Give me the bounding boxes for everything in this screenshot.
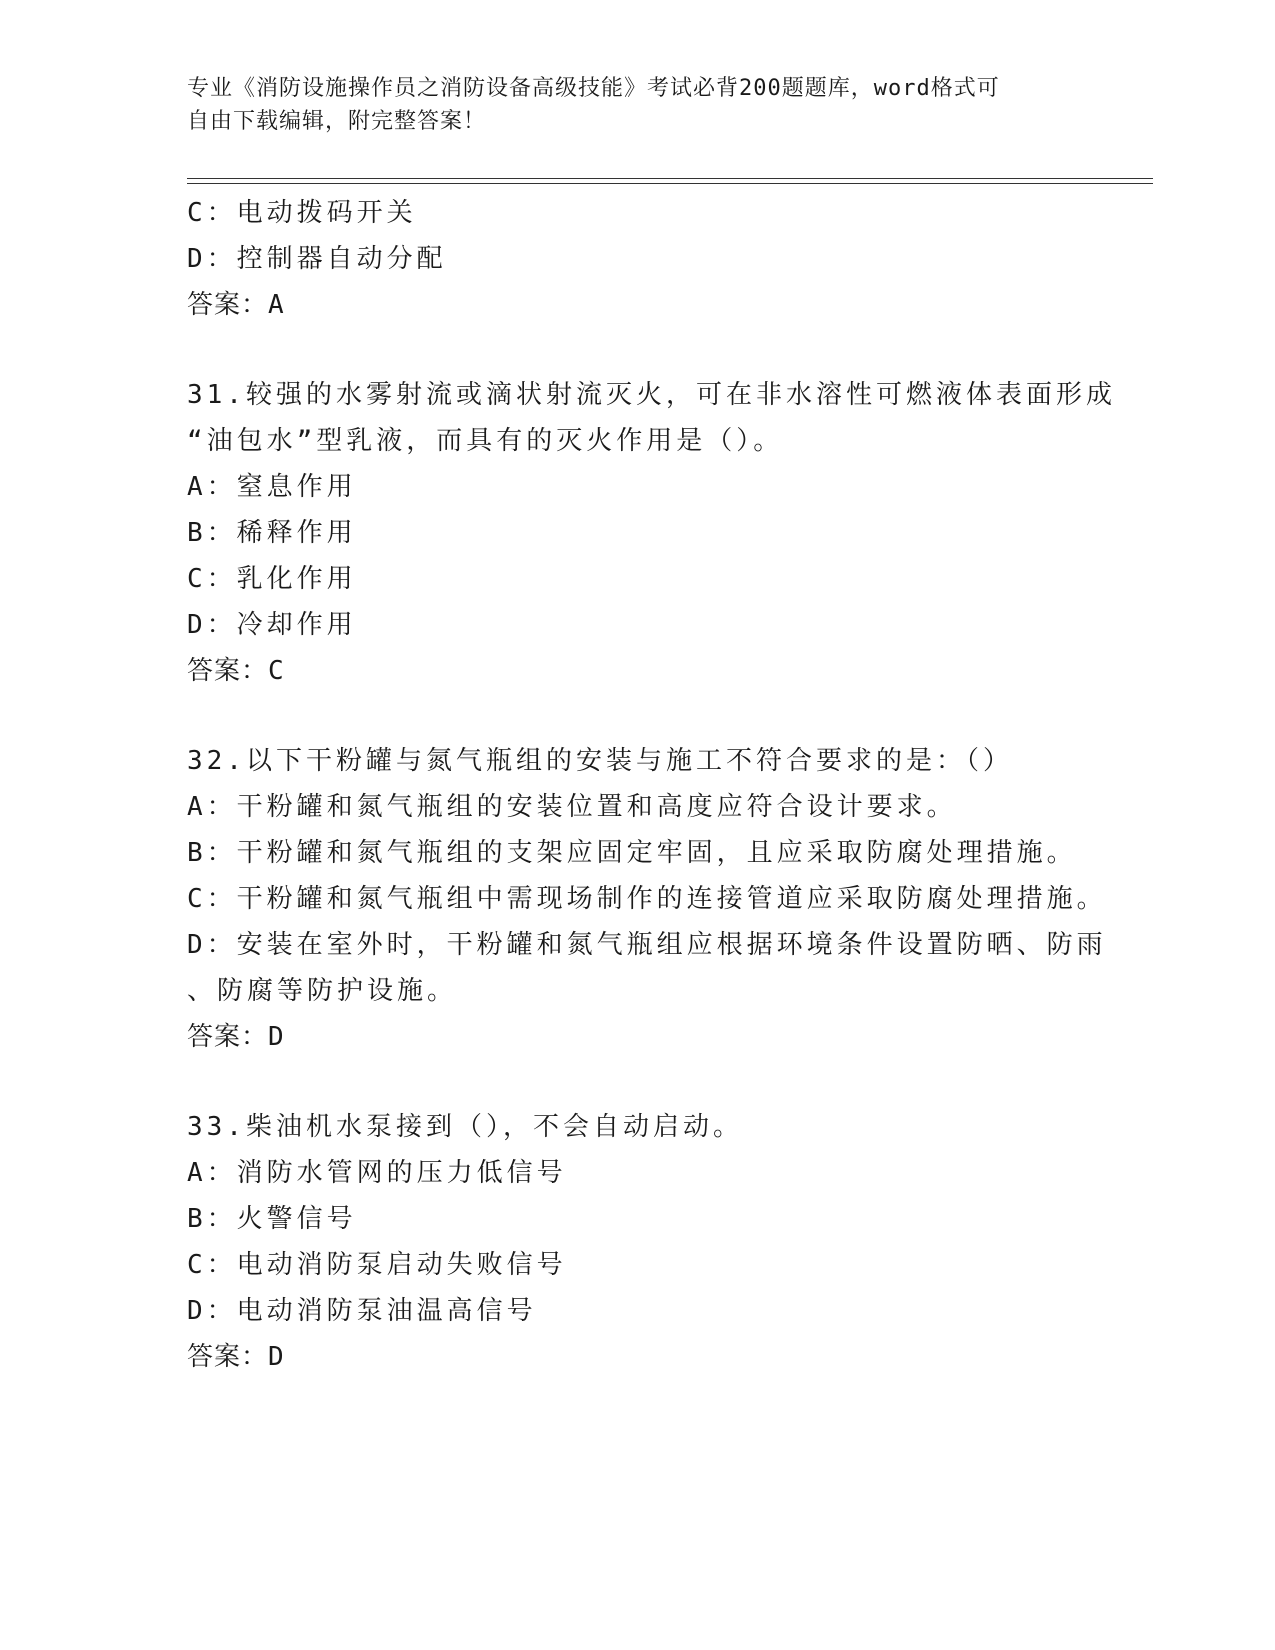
option-d: D：控制器自动分配 — [187, 244, 447, 274]
question-30-tail — [187, 190, 1087, 328]
answer-line: 答案：D — [187, 1342, 285, 1372]
answer-line: 答案：C — [187, 656, 285, 686]
spacer — [187, 328, 1087, 372]
document-header — [187, 72, 1087, 138]
option-a: A：消防水管网的压力低信号 — [187, 1158, 567, 1188]
question-stem: 33.柴油机水泵接到（），不会自动启动。 — [187, 1112, 743, 1142]
question-stem: 31.较强的水雾射流或滴状射流灭火，可在非水溶性可燃液体表面形成 — [187, 380, 1116, 410]
option-b: B：干粉罐和氮气瓶组的支架应固定牢固，且应采取防腐处理措施。 — [187, 838, 1077, 868]
option-b: B：火警信号 — [187, 1204, 357, 1234]
option-c: C：电动消防泵启动失败信号 — [187, 1250, 567, 1280]
option-d-continued: 、防腐等防护设施。 — [187, 976, 458, 1006]
option-b: B：稀释作用 — [187, 518, 357, 548]
option-a: A：干粉罐和氮气瓶组的安装位置和高度应符合设计要求。 — [187, 792, 957, 822]
option-c: C：乳化作用 — [187, 564, 357, 594]
question-stem-continued: “油包水”型乳液，而具有的灭火作用是（）。 — [187, 426, 784, 456]
option-d: D：安装在室外时，干粉罐和氮气瓶组应根据环境条件设置防晒、防雨 — [187, 930, 1107, 960]
spacer — [187, 694, 1087, 738]
header-divider-bottom — [187, 183, 1153, 184]
answer-line: 答案：A — [187, 290, 285, 320]
header-line-1: 专业《消防设施操作员之消防设备高级技能》考试必背200题题库，word格式可 — [187, 76, 1000, 101]
question-stem: 32.以下干粉罐与氮气瓶组的安装与施工不符合要求的是：（） — [187, 746, 1013, 776]
answer-line: 答案：D — [187, 1022, 285, 1052]
document-body — [187, 190, 1116, 1380]
header-divider-top — [187, 178, 1153, 179]
spacer — [187, 1060, 1087, 1104]
option-a: A：窒息作用 — [187, 472, 357, 502]
option-d: D：电动消防泵油温高信号 — [187, 1296, 537, 1326]
question-33 — [187, 1104, 1087, 1380]
question-32 — [187, 738, 1107, 1060]
header-line-2: 自由下载编辑，附完整答案！ — [187, 109, 487, 134]
option-c: C：干粉罐和氮气瓶组中需现场制作的连接管道应采取防腐处理措施。 — [187, 884, 1107, 914]
option-c: C：电动拨码开关 — [187, 198, 417, 228]
question-31 — [187, 372, 1116, 694]
option-d: D：冷却作用 — [187, 610, 357, 640]
